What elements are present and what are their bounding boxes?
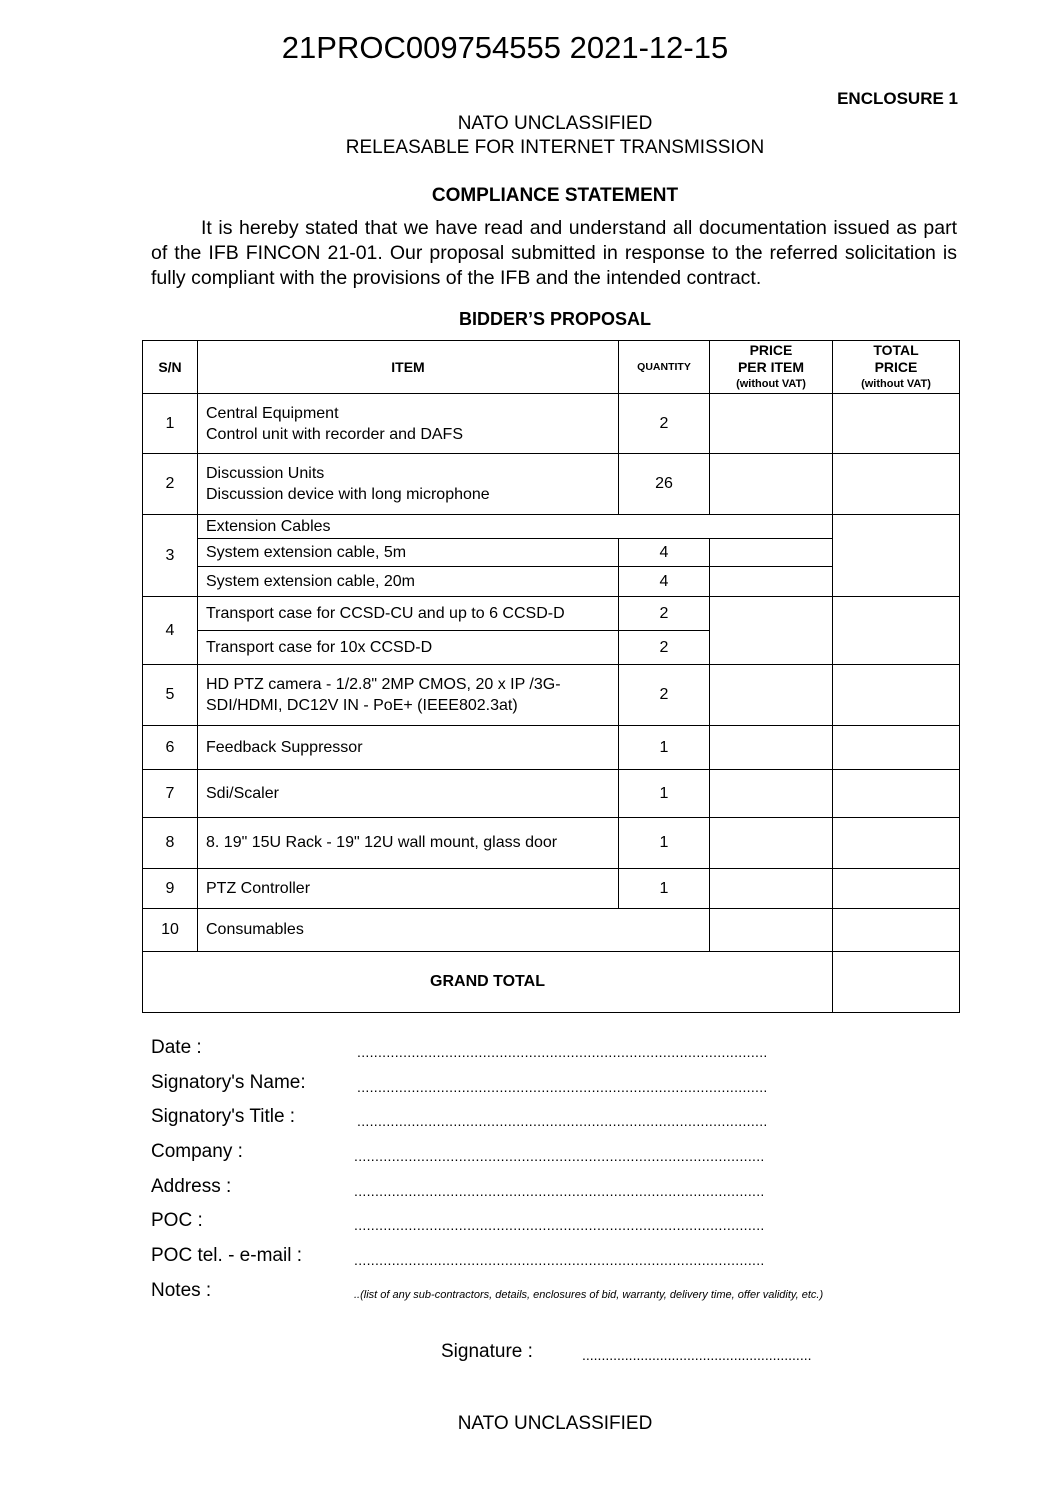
row-quantity: 26 [619,454,710,515]
proposal-title: BIDDER’S PROPOSAL [458,309,652,329]
table-row [143,869,960,909]
row-quantity: 4 [619,539,710,567]
row-quantity: 1 [619,818,710,869]
price-cell[interactable] [710,770,833,818]
col-sn: S/N [143,341,198,394]
grand-total-cell[interactable] [833,952,960,1013]
total-cell[interactable] [833,726,960,770]
price-cell[interactable] [710,454,833,515]
signatory-title-label: Signatory's Title : [151,1106,296,1127]
row-quantity: 2 [619,394,710,454]
table-header-row [143,341,960,394]
row-sn: 10 [143,909,198,952]
date-label: Date : [151,1037,202,1058]
table-row [143,770,960,818]
total-cell[interactable] [833,909,960,952]
table-row [143,515,960,539]
price-cell[interactable] [710,726,833,770]
price-cell[interactable] [710,567,833,597]
notes-label: Notes : [151,1280,212,1301]
grand-total-row [143,952,960,1013]
row-sn: 6 [143,726,198,770]
notes-field[interactable]: ..(list of any sub-contractors, details, enclosures of bid, warranty, delivery time, offer validity, etc.) [354,1289,824,1301]
table-row [143,665,960,726]
total-cell[interactable] [833,665,960,726]
total-cell[interactable] [833,869,960,909]
proposal-table [142,340,960,1013]
table-row [143,818,960,869]
signatory-name-label: Signatory's Name: [151,1072,306,1093]
row-sn: 4 [143,597,198,665]
row-sn: 9 [143,869,198,909]
table-row [143,597,960,631]
row-sn: 5 [143,665,198,726]
row-sn: 2 [143,454,198,515]
price-cell[interactable] [710,394,833,454]
row-quantity: 4 [619,567,710,597]
row-item: Central Equipment Control unit with recorder and DAFS [198,394,619,454]
table-row [143,909,960,952]
total-cell[interactable] [833,454,960,515]
total-cell[interactable] [833,818,960,869]
poc-contact-label: POC tel. - e-mail : [151,1245,302,1266]
table-row [143,394,960,454]
row-item: 8. 19" 15U Rack - 19" 12U wall mount, glass door [198,818,619,869]
signatory-name-field[interactable]: .................................................................................................. [357,1079,768,1095]
poc-contact-field[interactable]: .................................................................................................. [354,1252,765,1268]
row-item: System extension cable, 5m [198,539,619,567]
row-item-heading: Extension Cables [198,515,833,539]
row-quantity: 2 [619,597,710,631]
poc-label: POC : [151,1210,203,1231]
row-item: Transport case for CCSD-CU and up to 6 CCSD-D [198,597,619,631]
col-price-per-item: PRICE PER ITEM (without VAT) [710,341,833,394]
grand-total-label: GRAND TOTAL [143,952,833,1013]
address-label: Address : [151,1176,232,1197]
classification-header: NATO UNCLASSIFIED [457,113,653,134]
row-sn: 1 [143,394,198,454]
row-item: Discussion Units Discussion device with long microphone [198,454,619,515]
row-item: Transport case for 10x CCSD-D [198,631,619,665]
company-field[interactable]: .................................................................................................. [354,1148,765,1164]
col-total-price: TOTAL PRICE (without VAT) [833,341,960,394]
company-label: Company : [151,1141,243,1162]
enclosure-label: ENCLOSURE 1 [837,89,958,108]
price-cell[interactable] [710,869,833,909]
statement-title: COMPLIANCE STATEMENT [431,185,679,206]
price-cell[interactable] [710,539,833,567]
row-item: Feedback Suppressor [198,726,619,770]
row-quantity: 1 [619,726,710,770]
table-row [143,726,960,770]
date-field[interactable]: .................................................................................................. [357,1044,768,1060]
col-item: ITEM [198,341,619,394]
price-cell[interactable] [710,818,833,869]
price-cell[interactable] [710,909,833,952]
total-cell[interactable] [833,597,960,665]
row-quantity: 1 [619,770,710,818]
row-item: HD PTZ camera - 1/2.8" 2MP CMOS, 20 x IP /3G- SDI/HDMI, DC12V IN - PoE+ (IEEE802.3at) [198,665,619,726]
row-item: PTZ Controller [198,869,619,909]
address-field[interactable]: .................................................................................................. [354,1183,765,1199]
total-cell[interactable] [833,770,960,818]
row-item: Sdi/Scaler [198,770,619,818]
table-row [143,454,960,515]
price-cell[interactable] [710,665,833,726]
signatory-title-field[interactable]: .................................................................................................. [357,1113,768,1129]
price-cell[interactable] [710,597,833,665]
total-cell[interactable] [833,394,960,454]
row-sn: 8 [143,818,198,869]
document-reference: 21PROC009754555 2021-12-15 [281,30,729,65]
total-cell[interactable] [833,515,960,597]
compliance-paragraph: It is hereby stated that we have read and understand all documentation issued as part of the IFB FINCON 21-01. Our proposal submitted in response to the referred solicitation is fully compliant with the provisions of the IFB and the intended contract. [151,217,957,289]
row-item: Consumables [198,909,710,952]
row-sn: 3 [143,515,198,597]
release-marking: RELEASABLE FOR INTERNET TRANSMISSION [345,137,765,158]
row-quantity: 2 [619,665,710,726]
poc-field[interactable]: .................................................................................................. [354,1217,765,1233]
row-sn: 7 [143,770,198,818]
row-item: System extension cable, 20m [198,567,619,597]
row-quantity: 1 [619,869,710,909]
signature-label: Signature : [441,1341,533,1362]
col-quantity: QUANTITY [619,341,710,394]
signature-field[interactable]: ........................................................... [582,1347,812,1363]
classification-footer: NATO UNCLASSIFIED [457,1413,653,1434]
row-quantity: 2 [619,631,710,665]
